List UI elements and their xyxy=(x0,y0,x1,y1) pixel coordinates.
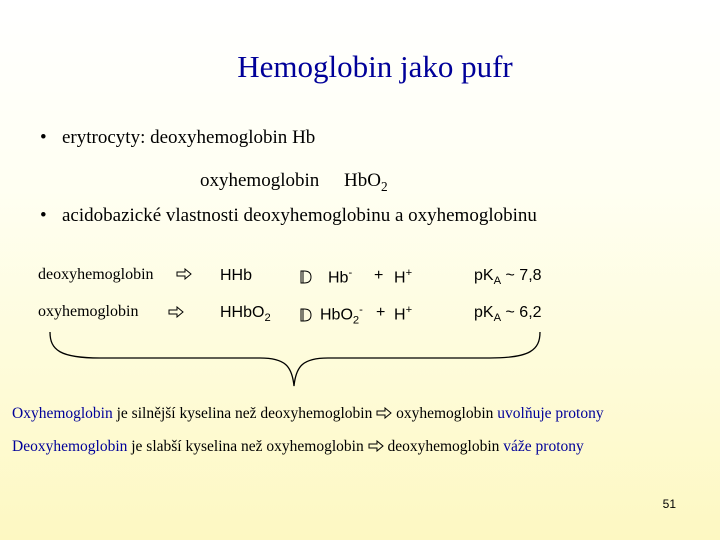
row2-name: oxyhemoglobin xyxy=(38,303,139,320)
deoxyhemoglobin-term: deoxyhemoglobin xyxy=(150,127,288,148)
row2-right-arrow-icon xyxy=(168,306,184,318)
row1-plus: + xyxy=(374,267,384,284)
row2-equilibrium-icon xyxy=(300,308,312,322)
row2-plus: + xyxy=(376,304,386,321)
hbo2-o: O xyxy=(367,170,381,191)
note1-result: uvolňuje protony xyxy=(497,405,604,422)
row1-name: deoxyhemoglobin xyxy=(38,266,154,283)
row2-base-sub: 2 xyxy=(352,314,360,327)
row2-pk-p: p xyxy=(474,304,483,321)
row2-acid-text: HHb xyxy=(220,304,253,321)
note2-result: váže protony xyxy=(503,438,584,455)
hb-abbr: Hb xyxy=(292,127,316,148)
note2-object: deoxyhemoglobin xyxy=(383,438,504,455)
row2-acid-o: O xyxy=(252,304,265,321)
bullet-erytrocyty xyxy=(40,127,315,149)
curly-brace-icon xyxy=(40,330,560,395)
note1-subject: Oxyhemoglobin xyxy=(12,405,113,422)
note1-text: je silnější kyselina než deoxyhemoglobin xyxy=(112,405,377,422)
row2-base-o: O xyxy=(340,306,353,324)
bullet-acidobazicke xyxy=(40,205,537,227)
row2-pka xyxy=(474,304,542,324)
row2-proton xyxy=(394,304,412,324)
note2-right-arrow-icon xyxy=(368,440,384,452)
hbo2-base: Hb xyxy=(344,170,368,191)
bullet-dot: • xyxy=(40,205,47,226)
row2-pk-value: ~ 6,2 xyxy=(505,304,542,321)
hbo2-sub: 2 xyxy=(380,178,388,194)
row2-base xyxy=(320,304,363,327)
row2-proton-text: H xyxy=(394,306,406,324)
note-oxyhemoglobin xyxy=(12,405,604,423)
row1-acid: HHb xyxy=(220,267,253,284)
bullet-dot: • xyxy=(40,127,47,148)
row1-pk-sub: A xyxy=(493,275,502,288)
row1-pka xyxy=(474,267,542,287)
row1-proton xyxy=(394,267,412,287)
row1-base-text: Hb xyxy=(328,269,349,287)
row1-proton-charge: + xyxy=(405,267,413,279)
note-deoxyhemoglobin xyxy=(12,438,584,456)
row2-pk-k: K xyxy=(482,304,494,321)
bullet-text: acidobazické vlastnosti deoxyhemoglobinu a oxyhemoglobinu xyxy=(62,205,537,226)
row1-pk-value: ~ 7,8 xyxy=(505,267,542,284)
row2-acid xyxy=(220,304,271,324)
row1-proton-text: H xyxy=(394,269,406,287)
row2-proton-charge: + xyxy=(405,304,413,316)
hbo2-abbr xyxy=(344,170,388,195)
row2-pk-sub: A xyxy=(493,312,502,325)
row2-acid-sub: 2 xyxy=(264,312,271,325)
row2-base-text: Hb xyxy=(320,306,341,324)
note1-object: oxyhemoglobin xyxy=(392,405,498,422)
oxyhemoglobin-term: oxyhemoglobin xyxy=(200,170,320,191)
note2-subject: Deoxyhemoglobin xyxy=(12,438,128,455)
row1-pk-k: K xyxy=(482,267,494,284)
row1-equilibrium-icon xyxy=(300,270,312,284)
row1-right-arrow-icon xyxy=(176,268,192,280)
row2-base-charge: - xyxy=(359,304,363,316)
note2-text: je slabší kyselina než oxyhemoglobin xyxy=(127,438,368,455)
row1-base-charge: - xyxy=(348,267,353,279)
row1-pk-p: p xyxy=(474,267,483,284)
slide-title: Hemoglobin jako pufr xyxy=(237,49,513,84)
note1-right-arrow-icon xyxy=(376,407,392,419)
bullet-label: erytrocyty: xyxy=(62,127,146,148)
row1-base xyxy=(328,267,352,287)
page-number: 51 xyxy=(662,497,676,511)
